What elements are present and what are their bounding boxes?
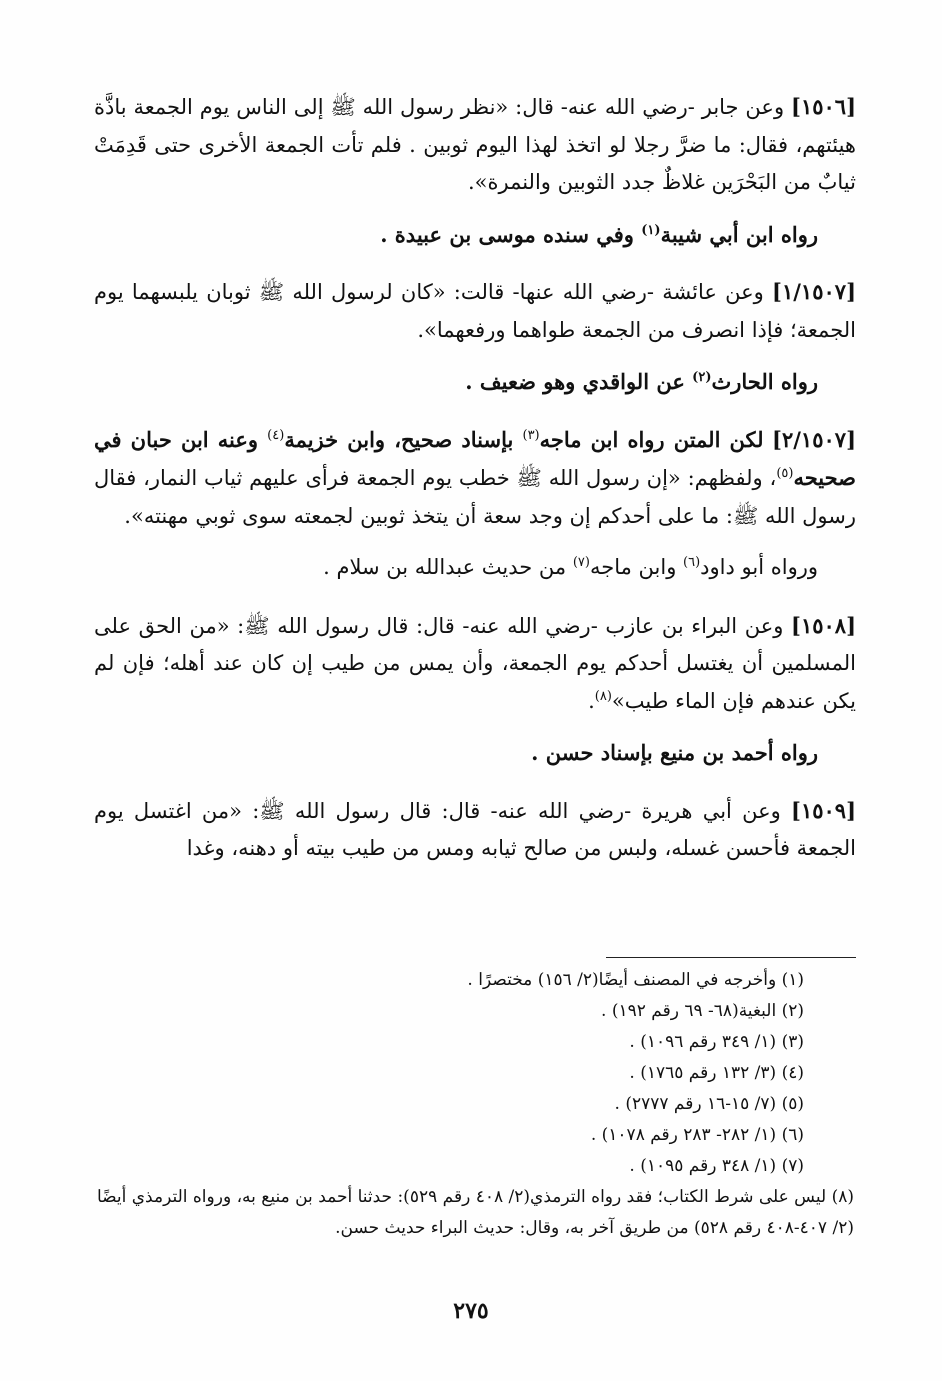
footnote: (١) وأخرجه في المصنف أيضًا(٢/ ١٥٦) مختصرًا . xyxy=(467,970,804,990)
main-text xyxy=(94,88,856,882)
note-text: رواه ابن أبي شيبة xyxy=(660,221,818,247)
note-text: ورواه أبو داود xyxy=(700,555,818,579)
footnote: (٦) (١/ ٢٨٢- ٢٨٣ رقم ١٠٧٨) . xyxy=(590,1125,804,1145)
hadith-1508 xyxy=(94,607,856,721)
footnote: (٧) (١/ ٣٤٨ رقم ١٠٩٥) . xyxy=(629,1156,804,1176)
note-text: وابن ماجه xyxy=(589,555,684,579)
note-text: رواه أحمد بن منيع بإسناد حسن . xyxy=(531,740,818,765)
page-number: ٢٧٥ xyxy=(453,1298,489,1324)
hadith-1507-1 xyxy=(94,273,856,349)
narration-note xyxy=(94,734,856,772)
hadith-1507-2 xyxy=(94,421,856,536)
hadith-text: وعن جابر -رضي الله عنه- قال: «نظر رسول الله ﷺ إلى الناس يوم الجمعة باذَّة هيئتهم، فقال: ما ضرَّ رجلا لو اتخذ لهذا اليوم ثوبين . فلم تأت الجمعة الأخرى حتى قَدِمَتْ ثيابٌ من البَحْرَين غلاظٌ جدد الثوبين والنمرة». xyxy=(94,95,856,194)
footnote-ref: (٦) xyxy=(683,555,701,570)
narration-note xyxy=(94,549,856,587)
hadith-text: ، ولفظهم: «إن رسول الله ﷺ خطب يوم الجمعة فرأى عليهم ثياب النمار، فقال رسول الله ﷺ: ما على أحدكم إن وجد سعة أن يتخذ ثوبين لجمعته سوى ثوبي مهنته». xyxy=(94,466,856,528)
hadith-text: وعن أبي هريرة -رضي الله عنه- قال: قال رسول الله ﷺ: «من اغتسل يوم الجمعة فأحسن غسله، ولبس من صالح ثيابه ومس من طيب بيته أو دهنه، وغدا xyxy=(94,798,856,860)
hadith-text: . xyxy=(588,688,595,713)
hadith-text: وعن البراء بن عازب -رضي الله عنه- قال: قال رسول الله ﷺ: «من الحق على المسلمين أن يغتسل أحدكم يوم الجمعة، وأن يمس من طيب إن كان عند أهله؛ فإن لم يكن عندهم فإن الماء طيب» xyxy=(94,613,856,713)
footnote: (٤) (٣/ ١٣٢ رقم ١٧٦٥) . xyxy=(629,1063,804,1083)
footnote: (٨) ليس على شرط الكتاب؛ فقد رواه الترمذي(٢/ ٤٠٨ رقم ٥٢٩): حدثنا أحمد بن منيع به، ورواه الترمذي أيضًا (٢/ ٤٠٧-٤٠٨ رقم ٥٢٨) من طريق آخر به، وقال: حديث البراء حديث حسن. xyxy=(96,1187,854,1238)
hadith-number: [١/١٥٠٧] xyxy=(772,279,856,304)
footnote-ref: (٥) xyxy=(776,466,794,481)
hadith-number: [١٥٠٨] xyxy=(791,612,856,638)
footnote-ref: (٧) xyxy=(572,555,590,570)
hadith-text: وعنه ابن حبان في صحيحه xyxy=(94,426,856,490)
footnote-ref: (٨) xyxy=(594,688,612,704)
hadith-text: لكن المتن رواه ابن ماجه xyxy=(539,426,764,452)
footnote-ref: (٢) xyxy=(692,370,712,385)
hadith-number: [١٥٠٩] xyxy=(791,797,856,823)
footnote-ref: (١) xyxy=(641,222,661,238)
hadith-text: بإسناد صحيح، وابن خزيمة xyxy=(284,426,523,452)
narration-note xyxy=(94,363,856,401)
footnote: (٢) البغية(٦٨- ٦٩ رقم ١٩٢) . xyxy=(601,1001,804,1021)
note-text: رواه الحارث xyxy=(711,369,818,394)
note-text: وفي سنده موسى بن عبيدة . xyxy=(380,221,642,247)
note-text: عن الواقدي وهو ضعيف . xyxy=(465,369,693,394)
footnote-ref: (٤) xyxy=(267,427,285,443)
footnote-divider xyxy=(606,957,856,958)
hadith-1509 xyxy=(94,792,856,868)
narration-note xyxy=(94,216,856,254)
footnote-ref: (٣) xyxy=(522,427,540,443)
footnote: (٥) (٧/ ١٥-١٦ رقم ٢٧٧٧) . xyxy=(614,1094,804,1114)
hadith-1506 xyxy=(94,88,856,202)
hadith-text: وعن عائشة -رضي الله عنها- قالت: «كان لرسول الله ﷺ ثوبان يلبسهما يوم الجمعة؛ فإذا انصرف من الجمعة طواهما ورفعهما». xyxy=(94,280,856,342)
hadith-number: [١٥٠٦] xyxy=(791,94,856,119)
note-text: من حديث عبدالله بن سلام . xyxy=(323,555,573,579)
hadith-number: [٢/١٥٠٧] xyxy=(772,426,856,452)
footnotes xyxy=(94,965,854,1244)
footnote: (٣) (١/ ٣٤٩ رقم ١٠٩٦) . xyxy=(629,1032,804,1052)
